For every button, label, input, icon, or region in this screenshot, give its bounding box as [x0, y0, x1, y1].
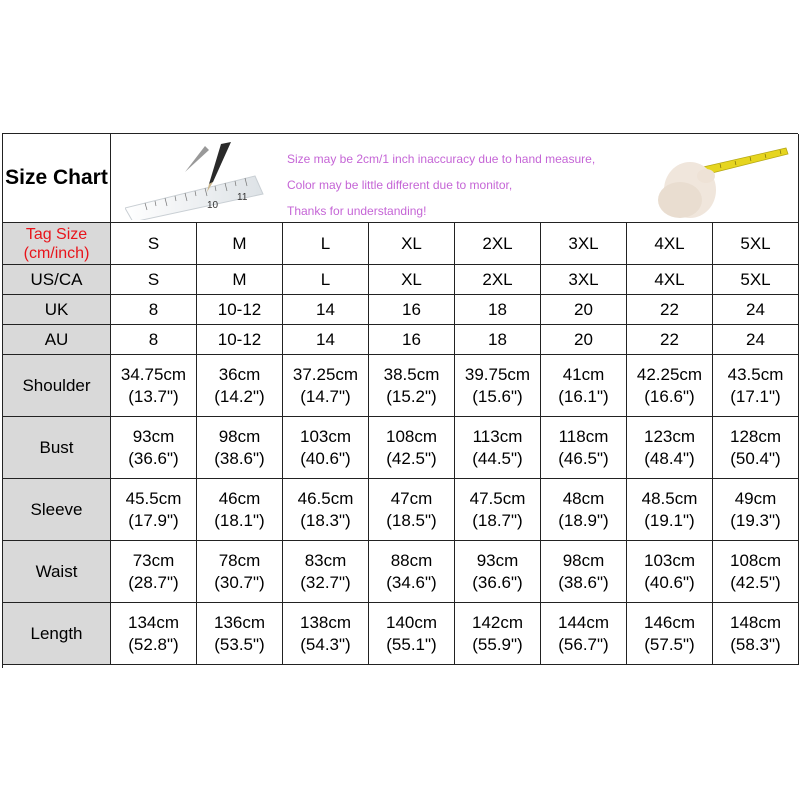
length-cell	[111, 603, 197, 665]
uk-cell: 8	[111, 295, 197, 325]
shoulder-cell	[541, 355, 627, 417]
cm-value: 98cm	[562, 550, 605, 570]
inch-value: (18.9")	[558, 510, 609, 530]
sleeve-cell	[627, 479, 713, 541]
shoulder-cell	[197, 355, 283, 417]
inch-value: (17.9")	[128, 510, 179, 530]
cm-value: 140cm	[385, 612, 438, 632]
us-ca-cell: 5XL	[713, 265, 799, 295]
au-cell: 18	[455, 325, 541, 355]
inch-value: (53.5")	[214, 634, 265, 654]
us-ca-cell: 2XL	[455, 265, 541, 295]
cm-value: 146cm	[643, 612, 696, 632]
us-ca-cell: XL	[369, 265, 455, 295]
sleeve-cell	[111, 479, 197, 541]
cm-value: 73cm	[132, 550, 175, 570]
inch-value: (42.5")	[386, 448, 437, 468]
cm-value: 46cm	[218, 488, 261, 508]
waist-cell	[197, 541, 283, 603]
cm-value: 48cm	[562, 488, 605, 508]
inch-value: (40.6")	[644, 572, 695, 592]
bust-cell	[713, 417, 799, 479]
ruler-mark-11: 11	[237, 192, 248, 203]
cm-value: 78cm	[218, 550, 261, 570]
waist-cell	[541, 541, 627, 603]
au-cell: 22	[627, 325, 713, 355]
waist-cell	[627, 541, 713, 603]
inch-value: (55.9")	[472, 634, 523, 654]
row-label-uk: UK	[3, 295, 111, 325]
cm-value: 47.5cm	[469, 488, 526, 508]
inch-value: (34.6")	[386, 572, 437, 592]
size-header-cell: 2XL	[455, 223, 541, 265]
length-cell	[455, 603, 541, 665]
bust-cell	[627, 417, 713, 479]
us-ca-cell: S	[111, 265, 197, 295]
bust-cell	[455, 417, 541, 479]
inch-value: (13.7")	[128, 386, 179, 406]
au-cell: 24	[713, 325, 799, 355]
shoulder-cell	[455, 355, 541, 417]
size-chart-table	[2, 133, 798, 668]
length-cell	[283, 603, 369, 665]
cm-value: 144cm	[557, 612, 610, 632]
cm-value: 138cm	[299, 612, 352, 632]
waist-cell	[369, 541, 455, 603]
length-cell	[197, 603, 283, 665]
inch-value: (44.5")	[472, 448, 523, 468]
sleeve-cell	[369, 479, 455, 541]
sleeve-cell	[455, 479, 541, 541]
shoulder-cell	[369, 355, 455, 417]
cm-value: 142cm	[471, 612, 524, 632]
inch-value: (55.1")	[386, 634, 437, 654]
cm-value: 34.75cm	[120, 364, 187, 384]
tag-size-label	[3, 223, 111, 265]
size-header-cell: XL	[369, 223, 455, 265]
cm-value: 43.5cm	[727, 364, 784, 384]
bust-cell	[111, 417, 197, 479]
au-cell: 20	[541, 325, 627, 355]
cm-value: 136cm	[213, 612, 266, 632]
sleeve-cell	[713, 479, 799, 541]
row-label-length: Length	[3, 603, 111, 665]
cm-value: 45.5cm	[125, 488, 182, 508]
cm-value: 123cm	[643, 426, 696, 446]
inch-value: (38.6")	[214, 448, 265, 468]
row-label-sleeve: Sleeve	[3, 479, 111, 541]
inch-value: (52.8")	[128, 634, 179, 654]
row-label-au: AU	[3, 325, 111, 355]
cm-value: 49cm	[734, 488, 777, 508]
size-header-cell: L	[283, 223, 369, 265]
cm-value: 88cm	[390, 550, 433, 570]
us-ca-cell: L	[283, 265, 369, 295]
bust-cell	[197, 417, 283, 479]
us-ca-cell: 4XL	[627, 265, 713, 295]
sleeve-cell	[283, 479, 369, 541]
cm-value: 128cm	[729, 426, 782, 446]
us-ca-cell: M	[197, 265, 283, 295]
row-label-bust: Bust	[3, 417, 111, 479]
sleeve-cell	[197, 479, 283, 541]
cm-value: 46.5cm	[297, 488, 354, 508]
row-label-us-ca: US/CA	[3, 265, 111, 295]
row-label-waist: Waist	[3, 541, 111, 603]
waist-cell	[111, 541, 197, 603]
size-header-cell: 4XL	[627, 223, 713, 265]
size-header-cell: 3XL	[541, 223, 627, 265]
inch-value: (14.7")	[300, 386, 351, 406]
bust-cell	[541, 417, 627, 479]
inch-value: (30.7")	[214, 572, 265, 592]
inch-value: (56.7")	[558, 634, 609, 654]
cm-value: 103cm	[299, 426, 352, 446]
waist-cell	[283, 541, 369, 603]
measurement-notes-banner	[111, 134, 799, 223]
cm-value: 108cm	[385, 426, 438, 446]
inch-value: (28.7")	[128, 572, 179, 592]
inch-value: (46.5")	[558, 448, 609, 468]
inch-value: (15.2")	[386, 386, 437, 406]
cm-value: 98cm	[218, 426, 261, 446]
shoulder-cell	[627, 355, 713, 417]
ruler-pencil-image	[125, 138, 265, 220]
inch-value: (36.6")	[472, 572, 523, 592]
uk-cell: 14	[283, 295, 369, 325]
inch-value: (40.6")	[300, 448, 351, 468]
cm-value: 113cm	[472, 426, 523, 446]
cm-value: 38.5cm	[383, 364, 440, 384]
cm-value: 83cm	[304, 550, 347, 570]
cm-value: 36cm	[218, 364, 261, 384]
hand-tape-measure-image	[650, 140, 790, 220]
size-header-cell: S	[111, 223, 197, 265]
length-cell	[369, 603, 455, 665]
cm-value: 93cm	[132, 426, 175, 446]
inch-value: (54.3")	[300, 634, 351, 654]
inch-value: (57.5")	[644, 634, 695, 654]
cm-value: 48.5cm	[641, 488, 698, 508]
size-header-cell: M	[197, 223, 283, 265]
inch-value: (58.3")	[730, 634, 781, 654]
note-line: Color may be little different due to monitor,	[287, 178, 513, 192]
cm-value: 42.25cm	[636, 364, 703, 384]
cm-value: 93cm	[476, 550, 519, 570]
ruler-mark-10: 10	[207, 200, 219, 211]
inch-value: (14.2")	[214, 386, 265, 406]
uk-cell: 20	[541, 295, 627, 325]
sleeve-cell	[541, 479, 627, 541]
inch-value: (18.5")	[386, 510, 437, 530]
size-header-cell: 5XL	[713, 223, 799, 265]
inch-value: (48.4")	[644, 448, 695, 468]
au-cell: 16	[369, 325, 455, 355]
au-cell: 14	[283, 325, 369, 355]
inch-value: (16.1")	[558, 386, 609, 406]
length-cell	[627, 603, 713, 665]
note-line: Thanks for understanding!	[287, 204, 427, 218]
shoulder-cell	[713, 355, 799, 417]
inch-value: (32.7")	[300, 572, 351, 592]
inch-value: (36.6")	[128, 448, 179, 468]
cm-value: 108cm	[729, 550, 782, 570]
cm-value: 134cm	[127, 612, 180, 632]
cm-value: 37.25cm	[292, 364, 359, 384]
title-line: Size Chart	[5, 166, 108, 189]
inch-value: (42.5")	[730, 572, 781, 592]
bust-cell	[369, 417, 455, 479]
length-cell	[713, 603, 799, 665]
note-line: Size may be 2cm/1 inch inaccuracy due to hand measure,	[287, 152, 596, 166]
inch-value: (15.6")	[472, 386, 523, 406]
cm-value: 148cm	[729, 612, 782, 632]
uk-cell: 10-12	[197, 295, 283, 325]
cm-value: 41cm	[562, 364, 605, 384]
uk-cell: 22	[627, 295, 713, 325]
length-cell	[541, 603, 627, 665]
uk-cell: 18	[455, 295, 541, 325]
waist-cell	[713, 541, 799, 603]
row-label-shoulder: Shoulder	[3, 355, 111, 417]
tag-size-text: Tag Size (cm/inch)	[23, 225, 90, 262]
us-ca-cell: 3XL	[541, 265, 627, 295]
inch-value: (19.3")	[730, 510, 781, 530]
inch-value: (18.1")	[214, 510, 265, 530]
inch-value: (38.6")	[558, 572, 609, 592]
cm-value: 39.75cm	[464, 364, 531, 384]
shoulder-cell	[283, 355, 369, 417]
bust-cell	[283, 417, 369, 479]
waist-cell	[455, 541, 541, 603]
inch-value: (18.3")	[300, 510, 351, 530]
au-cell: 8	[111, 325, 197, 355]
cm-value: 118cm	[558, 426, 609, 446]
size-chart-title	[3, 134, 111, 223]
cm-value: 103cm	[643, 550, 696, 570]
au-cell: 10-12	[197, 325, 283, 355]
inch-value: (50.4")	[730, 448, 781, 468]
uk-cell: 16	[369, 295, 455, 325]
uk-cell: 24	[713, 295, 799, 325]
inch-value: (17.1")	[730, 386, 781, 406]
inch-value: (18.7")	[472, 510, 523, 530]
notes-text	[287, 146, 595, 223]
inch-value: (16.6")	[644, 386, 695, 406]
cm-value: 47cm	[390, 488, 433, 508]
shoulder-cell	[111, 355, 197, 417]
inch-value: (19.1")	[644, 510, 695, 530]
